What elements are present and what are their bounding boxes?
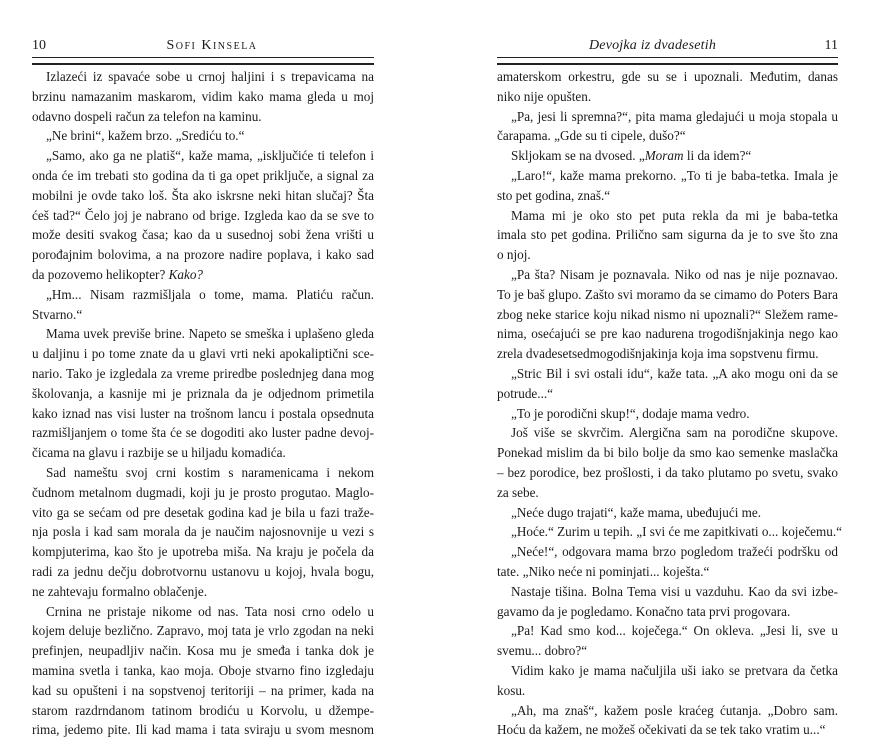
text-line: gavamo da je pogledamo. Konačno tata prvi progovara. xyxy=(497,603,791,619)
left-page-header xyxy=(32,37,374,55)
text-line: Crnina ne pristaje nikome od nas. Tata nosi crno odelo u xyxy=(46,603,374,619)
text-line: porođajnim bolovima, a na prozore nadire poplava, i kako sad xyxy=(32,247,374,263)
right-page xyxy=(497,0,843,738)
text-line: niko nije opušten. xyxy=(497,88,592,104)
text-line: Skljokam se na dvosed. „Moram li da idem?“ xyxy=(511,148,752,164)
text-line: „Laro!“, kaže mama prekorno. „To ti je baba-tetka. Imala je xyxy=(511,167,838,183)
text-line: „Hm... Nisam razmišljala o tome, mama. Platiću račun. xyxy=(46,286,374,302)
text-line: brzinu namazanim maskarom, vidim kako mama gleda u moj xyxy=(32,88,374,104)
text-line: Mama mi je oko sto pet puta rekla da mi je baba-tetka xyxy=(511,207,838,223)
text-line: kojem deluje bezlično. Zapravo, moj tata je vrlo zgodan na neki xyxy=(32,623,374,639)
right-page-body xyxy=(497,67,843,740)
right-page-header xyxy=(497,37,838,55)
text-line: „Pa, jesi li spremna?“, pita mama gledajući u moja stopala u xyxy=(511,108,838,124)
text-line: Nastaje tišina. Bolna Tema visi u vazduhu. Kao da svi izbe- xyxy=(511,583,838,599)
text-line: ne zahtevaju formalno oblačenje. xyxy=(32,583,208,599)
page-number: 11 xyxy=(824,38,838,53)
text-line: „Stric Bil i svi ostali idu“, kaže tata. „A ako mogu oni da se xyxy=(511,365,838,381)
text-line: amaterskom orkestru, gde su se i upoznali. Međutim, danas xyxy=(497,69,838,84)
text-line: „Neće dugo trajati“, kaže mama, ubeđujući me. xyxy=(511,504,762,520)
text-line: kako iznad nas visi luster na trošnom lancu i postala opsednuta xyxy=(32,405,374,421)
text-line: To je baš glupo. Zašto svi moramo da se cimamo do Poters Bara xyxy=(497,286,838,302)
text-line: radi za jednu dečju dobrotvornu ustanovu u kojoj, hvala bogu, xyxy=(32,563,374,579)
left-page xyxy=(32,0,374,738)
text-line: Još više se skvrčim. Alergična sam na porodične skupove. xyxy=(511,425,838,441)
text-line: „Neće!“, odgovara mama brzo pogledom tražeći podršku od xyxy=(511,544,838,560)
text-line: onda će im trebati sto godina da ti ga opet priključe, a signal za xyxy=(32,167,374,183)
text-line: Izlazeći iz spavaće sobe u crnoj haljini i s trepavicama na xyxy=(46,69,374,84)
text-line: Vidim kako je mama načuljila uši iako se pretvara da četka xyxy=(511,662,838,678)
text-line: čarapama. „Gde su ti cipele, dušo?“ xyxy=(497,128,686,144)
text-line: „Ne brini“, kažem brzo. „Srediću to.“ xyxy=(46,128,245,144)
text-line: rima, jedemo pite. Ili kad mama i tata sviraju u svom mesnom xyxy=(32,722,374,738)
running-head-author: Sofi Kinsela xyxy=(166,38,258,53)
running-head-title: Devojka iz dvadesetih xyxy=(588,38,717,53)
left-page-body xyxy=(32,67,374,740)
text-line: čudnom metalnom dugmadi, koji ju je prosto progutao. Maglo- xyxy=(32,484,374,500)
text-line: tate. „Niko neće ni pominjati... koješta.“ xyxy=(497,563,710,579)
text-line: sto pet godina, znaš.“ xyxy=(497,187,611,203)
text-line: kad su opušteni i na sopstvenoj teritoriji – na primer, kada na xyxy=(32,682,374,698)
text-line: Stvarno.“ xyxy=(32,306,83,322)
text-line: čicama na glavu i razbije se u hiljadu komadića. xyxy=(32,445,286,461)
header-rule xyxy=(497,57,838,65)
text-line: potrude...“ xyxy=(497,385,554,401)
text-line: imala sto pet godina. Prilično sam sigurna da je to sve što zna xyxy=(497,227,838,243)
text-line: mamina svetla i tanka, kao moja. Oboje stvarno fino izgledaju xyxy=(32,662,374,678)
text-line: razmišljanjem o tome šta će se dogoditi ako luster padne devoj- xyxy=(32,425,374,441)
text-line: Mama uvek previše brine. Napeto se smeška i uplašeno gleda xyxy=(46,326,374,342)
text-line: zbog neke starice koju nikad nismo ni upoznali?“ Sležem rame- xyxy=(497,306,838,322)
page-number: 10 xyxy=(32,38,46,53)
text-line: Hoću da kažem, ne možeš očekivati da se tek tako vratim u...“ xyxy=(497,722,826,738)
text-line: odavno dospeli račun za telefon na kaminu. xyxy=(32,108,262,124)
text-line: za sebe. xyxy=(497,484,539,500)
text-line: Sad nameštu svoj crni kostim s naramenicama i nekom xyxy=(46,464,374,480)
text-line: može desiti svakog časa; kao da u susednoj sobi žena vrišti u xyxy=(32,227,374,243)
text-line: nima, osećajući se pre kao nadurena trogodišnjakinja nego kao xyxy=(497,326,838,342)
text-line: Ponekad mislim da bi bilo bolje da smo kao semenke maslačka xyxy=(497,445,838,461)
text-line: mobilni je ovde tako loš. Šta ako iskrsne neki hitan slučaj? Šta xyxy=(32,187,374,203)
text-line: nja posla i kad sam morala da je naučim najosnovnije u vezi s xyxy=(32,524,374,540)
text-line: – bez porodice, bez prošlosti, i da tako plutamo po svetu, svako xyxy=(497,464,838,480)
text-line: ćeš tad?“ Čelo joj je nabrano od brige. Izgleda kao da se sve to xyxy=(32,207,374,223)
text-line: prefinjen, neupadljiv način. Kosa mu je smeđa i tanka dok je xyxy=(32,643,374,659)
text-line: starom razdrndanom tatinom brodiću u Korvolu, u džempe- xyxy=(32,702,374,718)
header-rule xyxy=(32,57,374,65)
text-line: vito ga se sećam od pre desetak godina kad je bila u fazi traže- xyxy=(32,504,374,520)
text-line: „Pa šta? Nisam je poznavala. Niko od nas je nije poznavao. xyxy=(511,266,838,282)
text-line: u daljinu i po tome znate da u glavi vrti neki apokaliptični sce- xyxy=(32,346,374,362)
text-line: zrela dvadesetsedmogodišnjakinja koja ima sopstvenu firmu. xyxy=(497,346,819,362)
text-line: „To je porodični skup!“, dodaje mama vedro. xyxy=(511,405,750,421)
text-line: o njoj. xyxy=(497,247,531,263)
text-line: školovanja, a kasnije mi je priznala da je odjednom primetila xyxy=(32,385,374,401)
text-line: „Hoće.“ Zurim u tepih. „I svi će me zapitkivati o... koječemu.“ xyxy=(511,524,843,540)
text-line: kosu. xyxy=(497,682,526,698)
text-line: kompjuterima, kao što je upotreba miša. Na kraju je počela da xyxy=(32,544,374,560)
text-line: „Ah, ma znaš“, kažem posle kraćeg ćutanja. „Dobro sam. xyxy=(511,702,838,718)
text-line: „Samo, ako ga ne platiš“, kaže mama, „isključiće ti telefon i xyxy=(46,148,374,164)
text-line: svemu... dobro?“ xyxy=(497,643,588,659)
text-line: nario. Tako je izgledala za vreme priredbe poslednjeg dana mog xyxy=(32,365,374,381)
text-line: „Pa! Kad smo kod... koječega.“ On okleva. „Jesi li, sve u xyxy=(511,623,838,639)
text-line: da pozovemo helikopter? Kako? xyxy=(32,266,204,282)
